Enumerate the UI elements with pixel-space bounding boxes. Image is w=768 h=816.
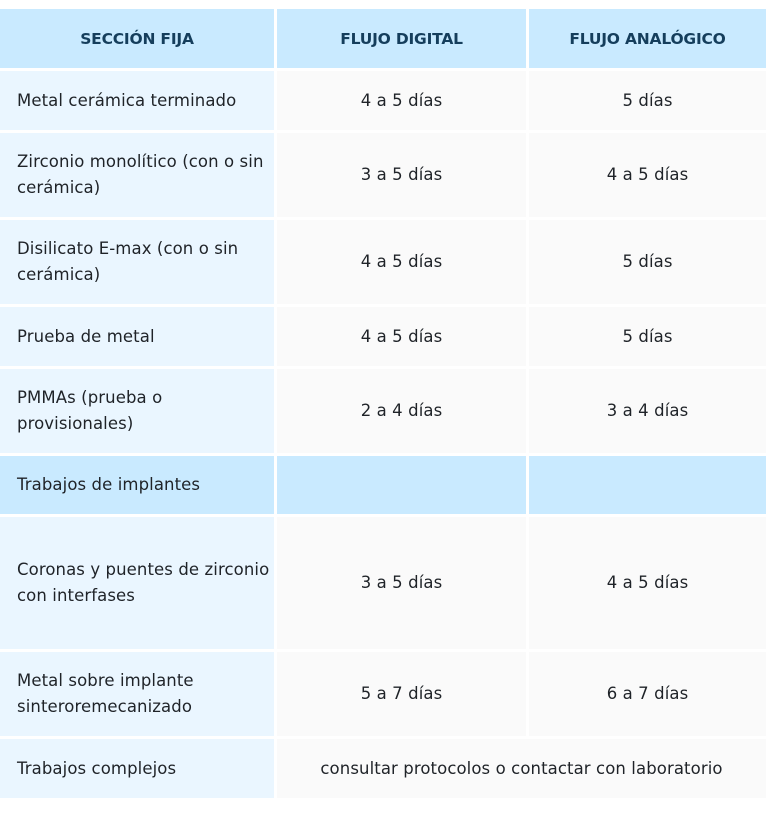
digital-time: 3 a 5 días xyxy=(277,517,526,649)
row-label: Coronas y puentes de zirconio con interfases xyxy=(0,517,274,649)
table-row xyxy=(0,133,766,217)
section-row-implantes xyxy=(0,456,766,514)
table-row xyxy=(0,517,766,649)
merged-note: consultar protocolos o contactar con laboratorio xyxy=(277,739,766,798)
row-label: Disilicato E-max (con o sin cerámica) xyxy=(0,220,274,304)
row-label: Trabajos complejos xyxy=(0,739,274,798)
table-header-row xyxy=(0,9,766,68)
digital-time: 4 a 5 días xyxy=(277,307,526,366)
digital-time: 2 a 4 días xyxy=(277,369,526,453)
analog-time: 5 días xyxy=(529,220,766,304)
row-label: Prueba de metal xyxy=(0,307,274,366)
row-label: Zirconio monolítico (con o sin cerámica) xyxy=(0,133,274,217)
header-flujo-analogico: FLUJO ANALÓGICO xyxy=(529,9,766,68)
table-row xyxy=(0,307,766,366)
analog-time: 4 a 5 días xyxy=(529,133,766,217)
row-label: Metal cerámica terminado xyxy=(0,71,274,130)
analog-time: 5 días xyxy=(529,71,766,130)
analog-time xyxy=(529,456,766,514)
analog-time: 5 días xyxy=(529,307,766,366)
digital-time: 3 a 5 días xyxy=(277,133,526,217)
analog-time: 4 a 5 días xyxy=(529,517,766,649)
analog-time: 3 a 4 días xyxy=(529,369,766,453)
digital-time: 4 a 5 días xyxy=(277,220,526,304)
table-row xyxy=(0,220,766,304)
table-row xyxy=(0,369,766,453)
digital-time xyxy=(277,456,526,514)
table-row xyxy=(0,71,766,130)
digital-time: 5 a 7 días xyxy=(277,652,526,736)
table-row xyxy=(0,652,766,736)
delivery-times-table xyxy=(0,6,768,801)
digital-time: 4 a 5 días xyxy=(277,71,526,130)
row-label: Metal sobre implante sinteroremecanizado xyxy=(0,652,274,736)
row-label: PMMAs (prueba o provisionales) xyxy=(0,369,274,453)
analog-time: 6 a 7 días xyxy=(529,652,766,736)
header-flujo-digital: FLUJO DIGITAL xyxy=(277,9,526,68)
section-label: Trabajos de implantes xyxy=(0,456,274,514)
table-row xyxy=(0,739,766,798)
header-seccion-fija: SECCIÓN FIJA xyxy=(0,9,274,68)
